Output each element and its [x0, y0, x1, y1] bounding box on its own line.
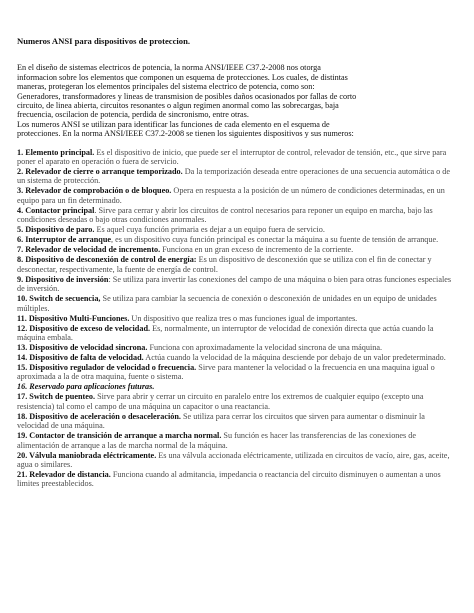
device-term: 2. Relevador de cierre o arranque temporizado.	[17, 167, 183, 177]
list-item	[17, 255, 457, 274]
device-term: 5. Dispositivo de paro.	[17, 225, 95, 235]
list-item	[17, 245, 457, 254]
device-description: Es una válvula accionada eléctricamente, utilizada en circuitos de vacío, aire, gas, aceite, agua o similares.	[17, 450, 450, 469]
device-term: 21. Relevador de distancia.	[17, 469, 111, 479]
device-description: Sirve para mantener la velocidad o la frecuencia en una maquina igual o aproximada a la de otra maquina, fuente o sistema.	[17, 362, 435, 382]
list-item	[17, 343, 457, 352]
device-description: Se utiliza para cerrar los circuitos que sirven para aumentar o disminuir la velocidad de una máquina.	[17, 411, 425, 431]
device-description: Da la temporización deseada entre operaciones de una secuencia automática o de un sistema de protección.	[17, 167, 451, 186]
list-item	[17, 382, 457, 391]
device-description: : Se utiliza para invertir las conexiones del campo de una máquina o bien para otras funciones especiales de inversión.	[17, 274, 452, 294]
device-description: Es, normalmente, un interruptor de velocidad de conexión directa que actúa cuando la máquina embala.	[17, 323, 434, 342]
device-term: 1. Elemento principal.	[17, 147, 95, 157]
document-title: Numeros ANSI para dispositivos de proteccion.	[17, 36, 191, 46]
list-item	[17, 294, 457, 313]
device-term: 8. Dispositivo de desconexión de control de energía:	[17, 255, 197, 265]
device-term: 16. Reservado para aplicaciones futuras.	[17, 382, 155, 392]
device-term: 19. Contactor de transición de arranque a marcha normal.	[17, 431, 222, 441]
list-item	[17, 206, 457, 225]
document-page	[17, 37, 457, 489]
list-item	[17, 353, 457, 362]
list-item	[17, 392, 457, 411]
device-description: , es un dispositivo cuya función principal es conectar la máquina a su fuente de tensión de arranque.	[111, 235, 439, 245]
device-description: Se utiliza para cambiar la secuencia de conexión o desconexión de unidades en un equipo de unidades múltiples.	[17, 294, 437, 313]
list-item	[17, 431, 457, 450]
list-item	[17, 148, 457, 167]
device-term: 11. Dispositivo Multi-Funciones.	[17, 313, 130, 323]
device-description: Funciona con aproximadamente la velocidad sincrona de una máquina.	[147, 342, 383, 352]
list-item	[17, 324, 457, 343]
device-term: 6. Interruptor de arranque	[17, 235, 112, 245]
list-item	[17, 412, 457, 431]
device-term: 20. Válvula maniobrada eléctricamente.	[17, 450, 157, 460]
list-item	[17, 314, 457, 323]
device-description: Un dispositivo que realiza tres o mas funciones igual de importantes.	[129, 313, 358, 323]
device-term: 4. Contactor principal	[17, 205, 95, 215]
device-term: 14. Dispositivo de falta de velocidad.	[17, 352, 144, 362]
list-item	[17, 470, 457, 489]
list-item	[17, 225, 457, 234]
device-description: Funciona en un gran exceso de incremento de la corriente.	[160, 245, 354, 255]
device-term: 10. Switch de secuencia,	[17, 294, 101, 304]
device-term: 17. Switch de puenteo.	[17, 392, 96, 402]
device-term: 3. Relevador de comprobación o de bloqueo.	[17, 186, 172, 196]
device-term: 9. Dispositivo de inversión	[17, 274, 109, 284]
list-item	[17, 186, 457, 205]
device-description: Opera en respuesta a la posición de un número de condiciones determinadas, en un equipo para un fin determinado.	[17, 186, 445, 205]
device-description: Funciona cuando al admitancia, impedancia o reactancia del circuito disminuyen o aumentan a unos limites preestablecidos.	[17, 469, 441, 489]
device-term: 13. Dispositivo de velocidad sincrona.	[17, 342, 148, 352]
device-list	[17, 148, 457, 489]
list-item	[17, 363, 457, 382]
list-item	[17, 235, 457, 244]
device-description: . Sirve para cerrar y abrir los circuitos de control necesarios para reponer un equipo en marcha, bajo las condiciones deseadas o bajo otras condiciones anormales.	[17, 205, 433, 225]
device-term: 18. Dispositivo de aceleración o desaceleración.	[17, 411, 181, 421]
device-description: Su función es hacer las transferencias de las conexiones de alimentación de arranque a las de marcha normal de la máquina.	[17, 431, 416, 450]
list-item	[17, 167, 457, 186]
device-description: Es aquel cuya función primaria es dejar a un equipo fuera de servicio.	[94, 225, 325, 235]
device-description: Sirve para abrir y cerrar un circuito en paralelo entre los extremos de cualquier equipo (excepto una resistencia) tal como el campo de una máquina un capacitor o una reactancia.	[17, 392, 424, 411]
device-term: 7. Relevador de velocidad de incremento.	[17, 245, 161, 255]
device-term: 15. Dispositivo regulador de velocidad o frecuencia.	[17, 362, 197, 372]
device-term: 12. Dispositivo de exceso de velocidad.	[17, 323, 151, 333]
intro-paragraph: En el diseño de sistemas electricos de potencia, la norma ANSI/IEEE C37.2-2008 nos otorga informacion sobre los elementos que componen un esquema de protecciones. Los cuales, de distintas maneras, protegeran los elementos principales del sistema electrico de potencia, como son: Generadores, transformadores y lineas de transmision de posibles daños ocasionados por fallas de corto circuito, de linea abierta, circuitos resonantes o algun regimen anormal como las sobrecargas, baja frecuencia, oscilacion de potencia, perdida de sincronismo, entre otras. Los numeros ANSI se utilizan para identificar las funciones de cada elemento en el esquema de protecciones. En la norma ANSI/IEEE C37.2-2008 se tienen los siguientes dispositivos y sus numeros:	[17, 63, 357, 139]
device-description: Es el dispositivo de inicio, que puede ser el interruptor de control, relevador de tensión, etc., que sirve para poner el aparato en operación o fuera de servicio.	[17, 147, 447, 167]
device-description: Es un dispositivo de desconexión que se utiliza con el fin de conectar y desconectar, respectivamente, la fuente de energía de control.	[17, 255, 432, 274]
list-item	[17, 275, 457, 294]
device-description: Actúa cuando la velocidad de la máquina desciende por debajo de un valor predeterminado.	[143, 352, 446, 362]
list-item	[17, 451, 457, 470]
